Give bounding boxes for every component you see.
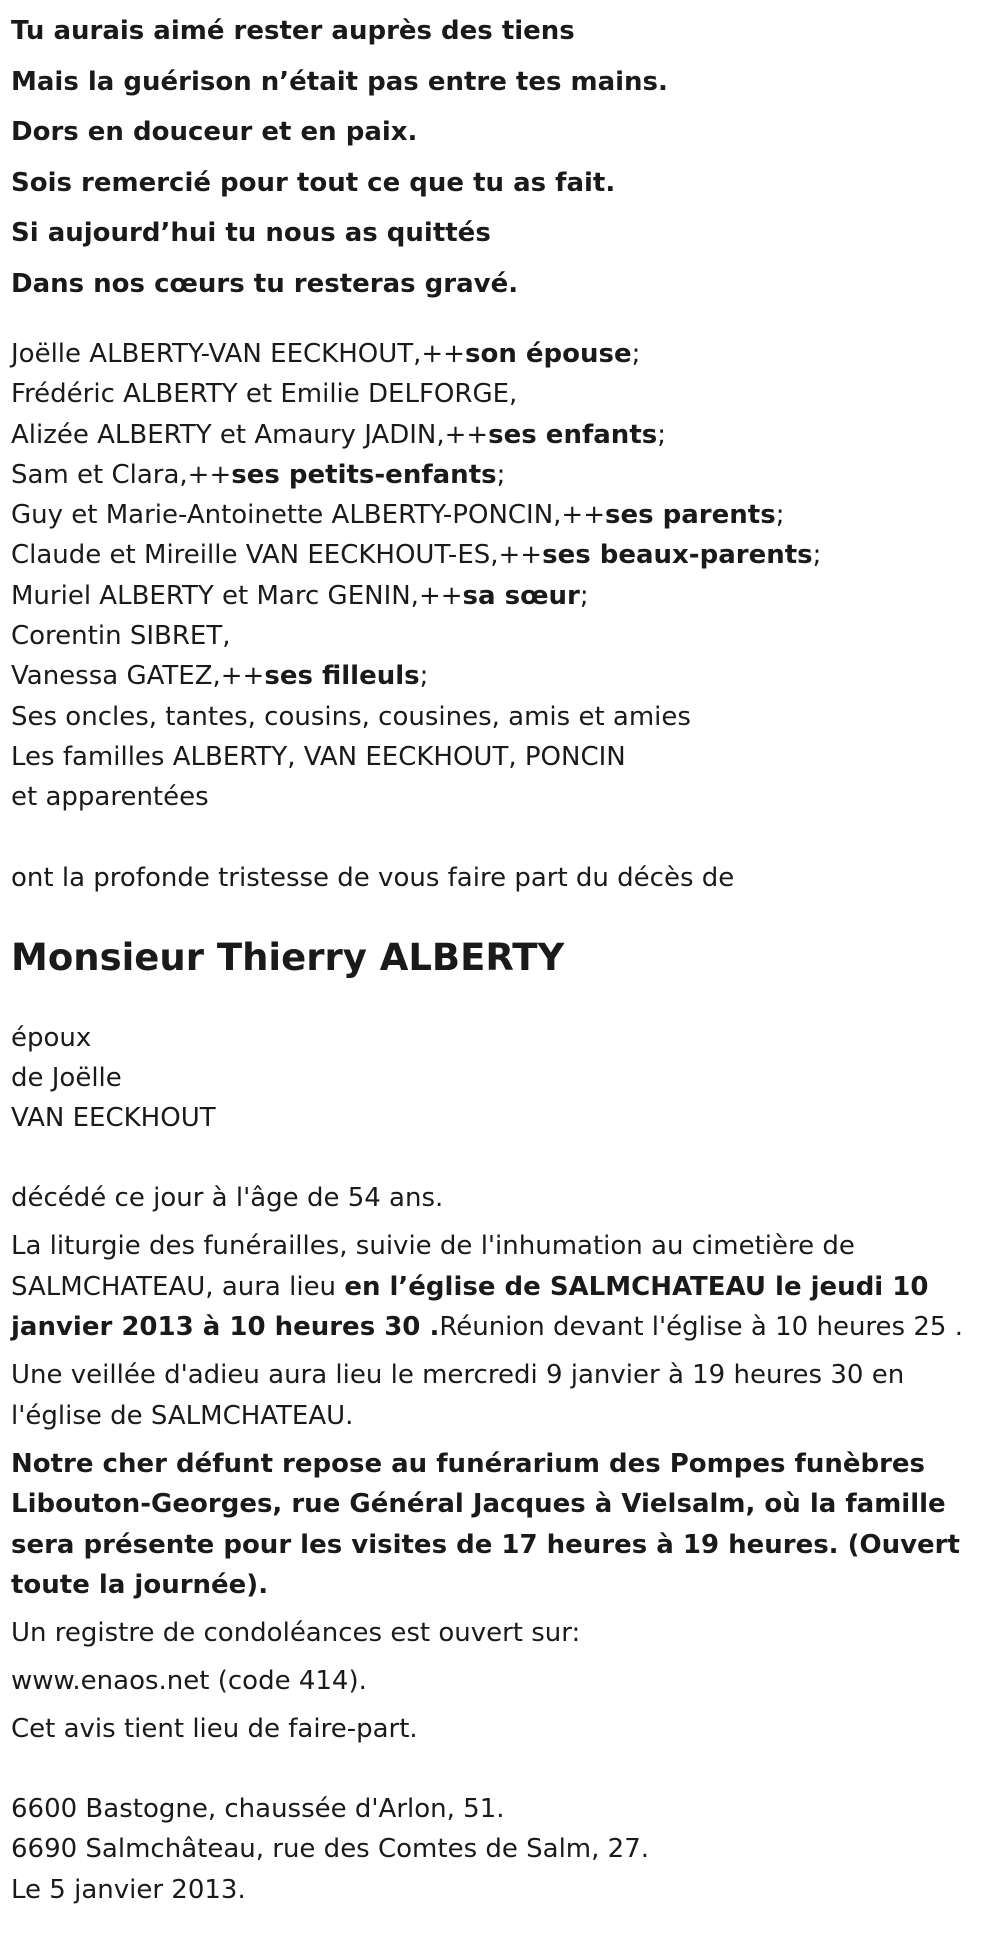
family-line [11, 334, 967, 374]
family-line [11, 374, 967, 414]
address-block [11, 1789, 967, 1910]
family-names: Frédéric ALBERTY et Emilie DELFORGE, [11, 379, 518, 410]
family-line [11, 576, 967, 616]
family-line [11, 656, 967, 696]
notice-text: Cet avis tient lieu de faire-part. [11, 1714, 418, 1745]
family-line [11, 415, 967, 455]
funerarium-details: Notre cher défunt repose au funérarium des Pompes funèbres Libouton-Georges, rue Général Jacques à Vielsalm, où la famille sera présente pour les visites de 17 heures à 19 heures. (Ouvert toute la journée). [11, 1448, 960, 1600]
family-list [11, 334, 967, 818]
family-names: Joëlle ALBERTY-VAN EECKHOUT,++ [11, 339, 465, 369]
spouse-line: VAN EECKHOUT [11, 1103, 216, 1134]
family-names: Ses oncles, tantes, cousins, cousines, amis et amies [11, 701, 691, 732]
funeral-details [11, 1226, 967, 1347]
family-suffix: ; [812, 540, 822, 571]
family-suffix: ; [419, 661, 429, 692]
poem-line: Mais la guérison n’était pas entre tes mains. [11, 66, 668, 97]
family-names: Muriel ALBERTY et Marc GENIN,++ [11, 580, 463, 611]
address-line: 6690 Salmchâteau, rue des Comtes de Salm, 27. [11, 1834, 650, 1865]
family-line [11, 535, 967, 575]
family-names: Claude et Mireille VAN EECKHOUT-ES,++ [11, 540, 543, 571]
poem [11, 6, 967, 309]
family-names: Les familles ALBERTY, VAN EECKHOUT, PONCIN [11, 741, 626, 772]
family-line [11, 616, 967, 656]
family-suffix: ; [579, 580, 589, 611]
spouse-line: époux [11, 1022, 92, 1053]
funeral-reunion: Réunion devant l'église à 10 heures 25 . [439, 1312, 963, 1343]
poem-line: Tu aurais aimé rester auprès des tiens [11, 16, 575, 46]
register-intro: Un registre de condoléances est ouvert sur: [11, 1618, 581, 1649]
family-role: ses petits-enfants [231, 459, 497, 490]
family-role: ses enfants [488, 419, 658, 450]
family-suffix: ; [496, 459, 506, 490]
family-names: Vanessa GATEZ,++ [11, 661, 265, 692]
family-names: Sam et Clara,++ [11, 459, 232, 490]
family-role: sa sœur [462, 580, 580, 611]
family-names: Corentin SIBRET, [11, 621, 231, 652]
family-names: et apparentées [11, 782, 209, 813]
family-line [11, 495, 967, 535]
family-line [11, 777, 967, 817]
deceased-name: Monsieur Thierry ALBERTY [11, 935, 565, 979]
family-role: ses filleuls [264, 661, 420, 692]
vigil-details: Une veillée d'adieu aura lieu le mercredi 9 janvier à 19 heures 30 en l'église de SALMCHATEAU. [11, 1360, 905, 1431]
family-line [11, 455, 967, 495]
poem-line: Dans nos cœurs tu resteras gravé. [11, 268, 519, 299]
address-line: 6600 Bastogne, chaussée d'Arlon, 51. [11, 1794, 505, 1825]
family-role: son épouse [464, 339, 632, 369]
family-role: ses parents [605, 500, 776, 531]
age-statement: décédé ce jour à l'âge de 54 ans. [11, 1183, 444, 1214]
family-line [11, 737, 967, 777]
funeral-location-time: en l’église de SALMCHATEAU le jeudi 10 janvier 2013 à 10 heures 30 . [11, 1271, 929, 1343]
poem-line: Sois remercié pour tout ce que tu as fait. [11, 167, 616, 198]
spouse-info [11, 1018, 967, 1139]
family-suffix: ; [631, 339, 641, 369]
family-names: Guy et Marie-Antoinette ALBERTY-PONCIN,++ [11, 500, 606, 531]
poem-line: Si aujourd’hui tu nous as quittés [11, 218, 491, 248]
family-suffix: ; [775, 500, 785, 531]
spouse-line: de Joëlle [11, 1062, 122, 1093]
family-names: Alizée ALBERTY et Amaury JADIN,++ [11, 419, 489, 450]
funeral-text: La liturgie des funérailles, suivie de l'inhumation au cimetière de SALMCHATEAU, aura lieu [11, 1231, 855, 1302]
poem-line: Dors en douceur et en paix. [11, 117, 418, 147]
family-role: ses beaux-parents [542, 540, 813, 571]
family-line [11, 697, 967, 737]
address-date: Le 5 janvier 2013. [11, 1874, 246, 1905]
family-suffix: ; [657, 419, 666, 450]
announcement: ont la profonde tristesse de vous faire part du décès de [11, 862, 735, 893]
register-site: www.enaos.net (code 414). [11, 1666, 367, 1697]
